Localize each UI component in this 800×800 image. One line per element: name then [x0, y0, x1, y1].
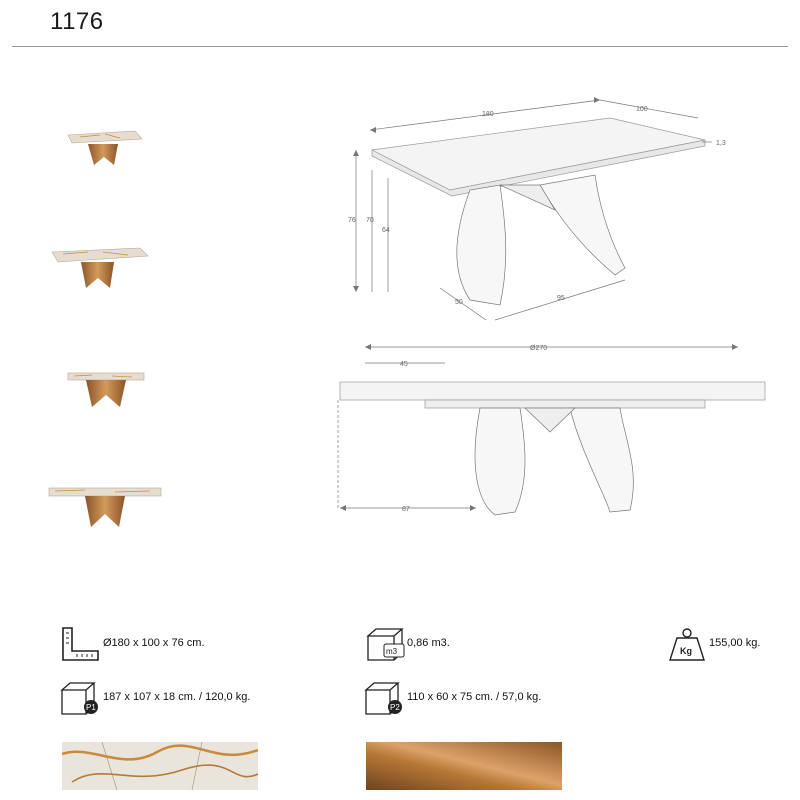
package-p1-icon	[60, 680, 102, 716]
dim-length: 180	[482, 111, 494, 118]
weight-icon-label: Kg	[680, 646, 692, 656]
weight-kg-icon	[668, 626, 706, 662]
dim-height-total: 76	[348, 217, 356, 224]
swatch-marble	[62, 742, 258, 790]
dim-extended-length: Ø270	[530, 345, 548, 352]
volume-icon-label: m3	[386, 647, 398, 656]
dim-top-thickness: 1,3	[716, 140, 726, 147]
swatch-bronze	[366, 742, 562, 790]
package1-icon-label: P1	[86, 703, 96, 712]
package-p2-icon	[364, 680, 406, 716]
box-volume-icon	[366, 626, 406, 662]
dim-base-depth: 50	[455, 299, 463, 306]
spec-volume: 0,86 m3.	[407, 637, 450, 649]
dim-depth: 100	[636, 106, 648, 113]
package2-icon-label: P2	[390, 703, 400, 712]
product-code: 1176	[50, 8, 104, 35]
spec-weight: 155,00 kg.	[709, 637, 761, 649]
dim-extension: 45	[400, 361, 408, 368]
dim-overhang: 87	[402, 506, 410, 513]
spec-size: Ø180 x 100 x 76 cm.	[103, 637, 205, 649]
spec-package1: 187 x 107 x 18 cm. / 120,0 kg.	[103, 691, 251, 703]
spec-package2: 110 x 60 x 75 cm. / 57,0 kg.	[407, 691, 542, 703]
dim-base-width: 95	[557, 295, 565, 302]
dimensions-ruler-icon	[60, 625, 102, 663]
dim-height-64: 64	[382, 227, 390, 234]
dim-height-70: 70	[366, 217, 374, 224]
